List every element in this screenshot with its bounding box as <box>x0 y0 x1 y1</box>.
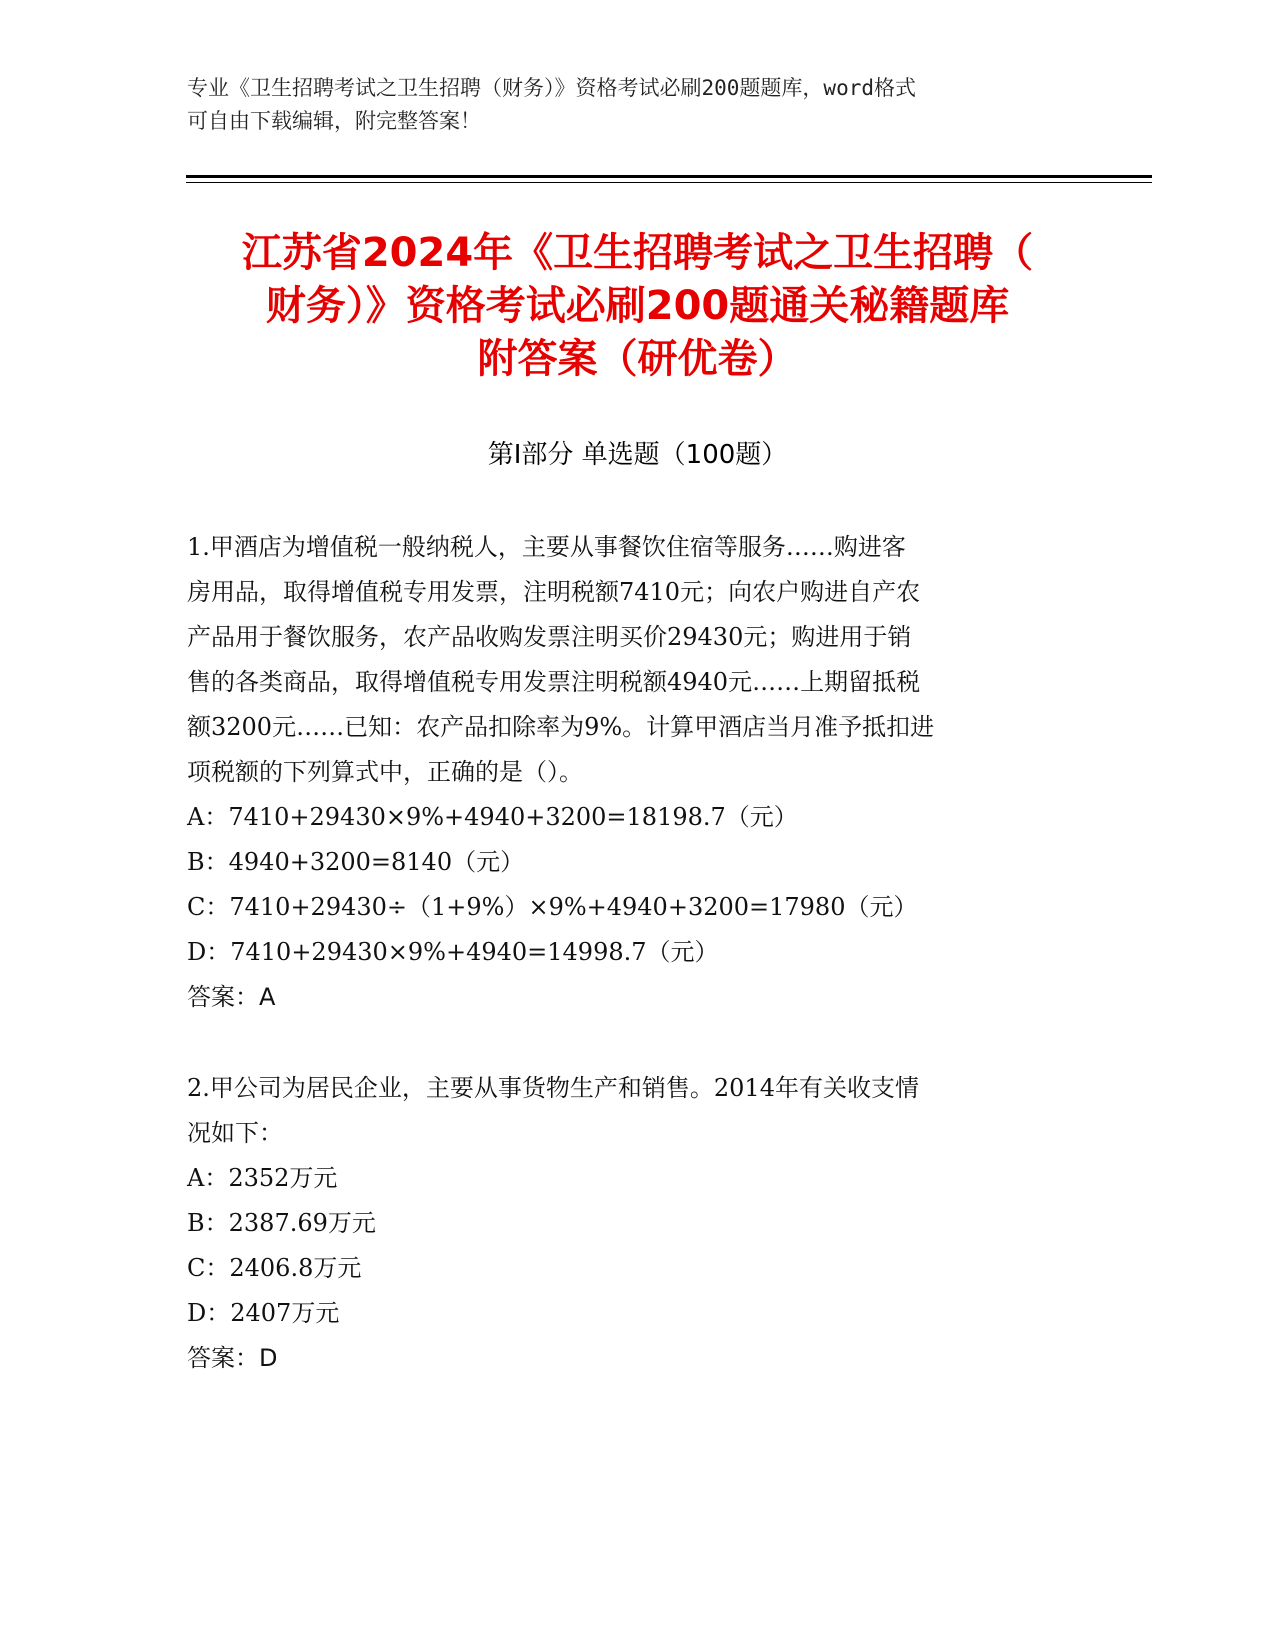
document-title <box>160 227 1115 386</box>
section-heading: 第Ⅰ部分 单选题（100题） <box>487 440 788 470</box>
header-divider-thin <box>186 182 1152 183</box>
question-stem-line: 额3200元……已知：农产品扣除率为9%。计算甲酒店当月准予抵扣进 <box>187 713 935 741</box>
question-stem-line: 项税额的下列算式中，正确的是（）。 <box>187 758 583 786</box>
header-note-line: 可自由下载编辑，附完整答案！ <box>187 109 481 133</box>
option-b: B：4940+3200=8140（元） <box>187 848 525 876</box>
option-c: C：7410+29430÷（1+9%）×9%+4940+3200=17980（元） <box>187 893 918 921</box>
question-stem-line: 产品用于餐饮服务，农产品收购发票注明买价29430元；购进用于销 <box>187 623 912 651</box>
header-note <box>187 72 1067 138</box>
option-d: D：2407万元 <box>187 1299 340 1327</box>
option-c: C：2406.8万元 <box>187 1254 362 1282</box>
title-line: 附答案（研优卷） <box>477 336 798 382</box>
answer-line: 答案：A <box>187 983 276 1011</box>
question-stem-line: 况如下： <box>187 1119 283 1147</box>
header-note-line: 专业《卫生招聘考试之卫生招聘（财务）》资格考试必刷200题题库，word格式 <box>187 76 916 100</box>
title-line: 财务）》资格考试必刷200题通关秘籍题库 <box>265 283 1010 329</box>
option-a: A：7410+29430×9%+4940+3200=18198.7（元） <box>187 803 798 831</box>
question-stem-line: 售的各类商品，取得增值税专用发票注明税额4940元……上期留抵税 <box>187 668 921 696</box>
option-d: D：7410+29430×9%+4940=14998.7（元） <box>187 938 719 966</box>
option-b: B：2387.69万元 <box>187 1209 376 1237</box>
title-line: 江苏省2024年《卫生招聘考试之卫生招聘（ <box>241 230 1034 276</box>
question-stem-line: 1.甲酒店为增值税一般纳税人，主要从事餐饮住宿等服务……购进客 <box>187 533 906 561</box>
answer-line: 答案：D <box>187 1344 278 1372</box>
question-2 <box>187 1066 1087 1381</box>
question-stem-line: 房用品，取得增值税专用发票，注明税额7410元；向农户购进自产农 <box>187 578 921 606</box>
question-1 <box>187 525 1087 1020</box>
option-a: A：2352万元 <box>187 1164 338 1192</box>
question-stem-line: 2.甲公司为居民企业，主要从事货物生产和销售。2014年有关收支情 <box>187 1074 919 1102</box>
header-divider-thick <box>186 175 1152 178</box>
